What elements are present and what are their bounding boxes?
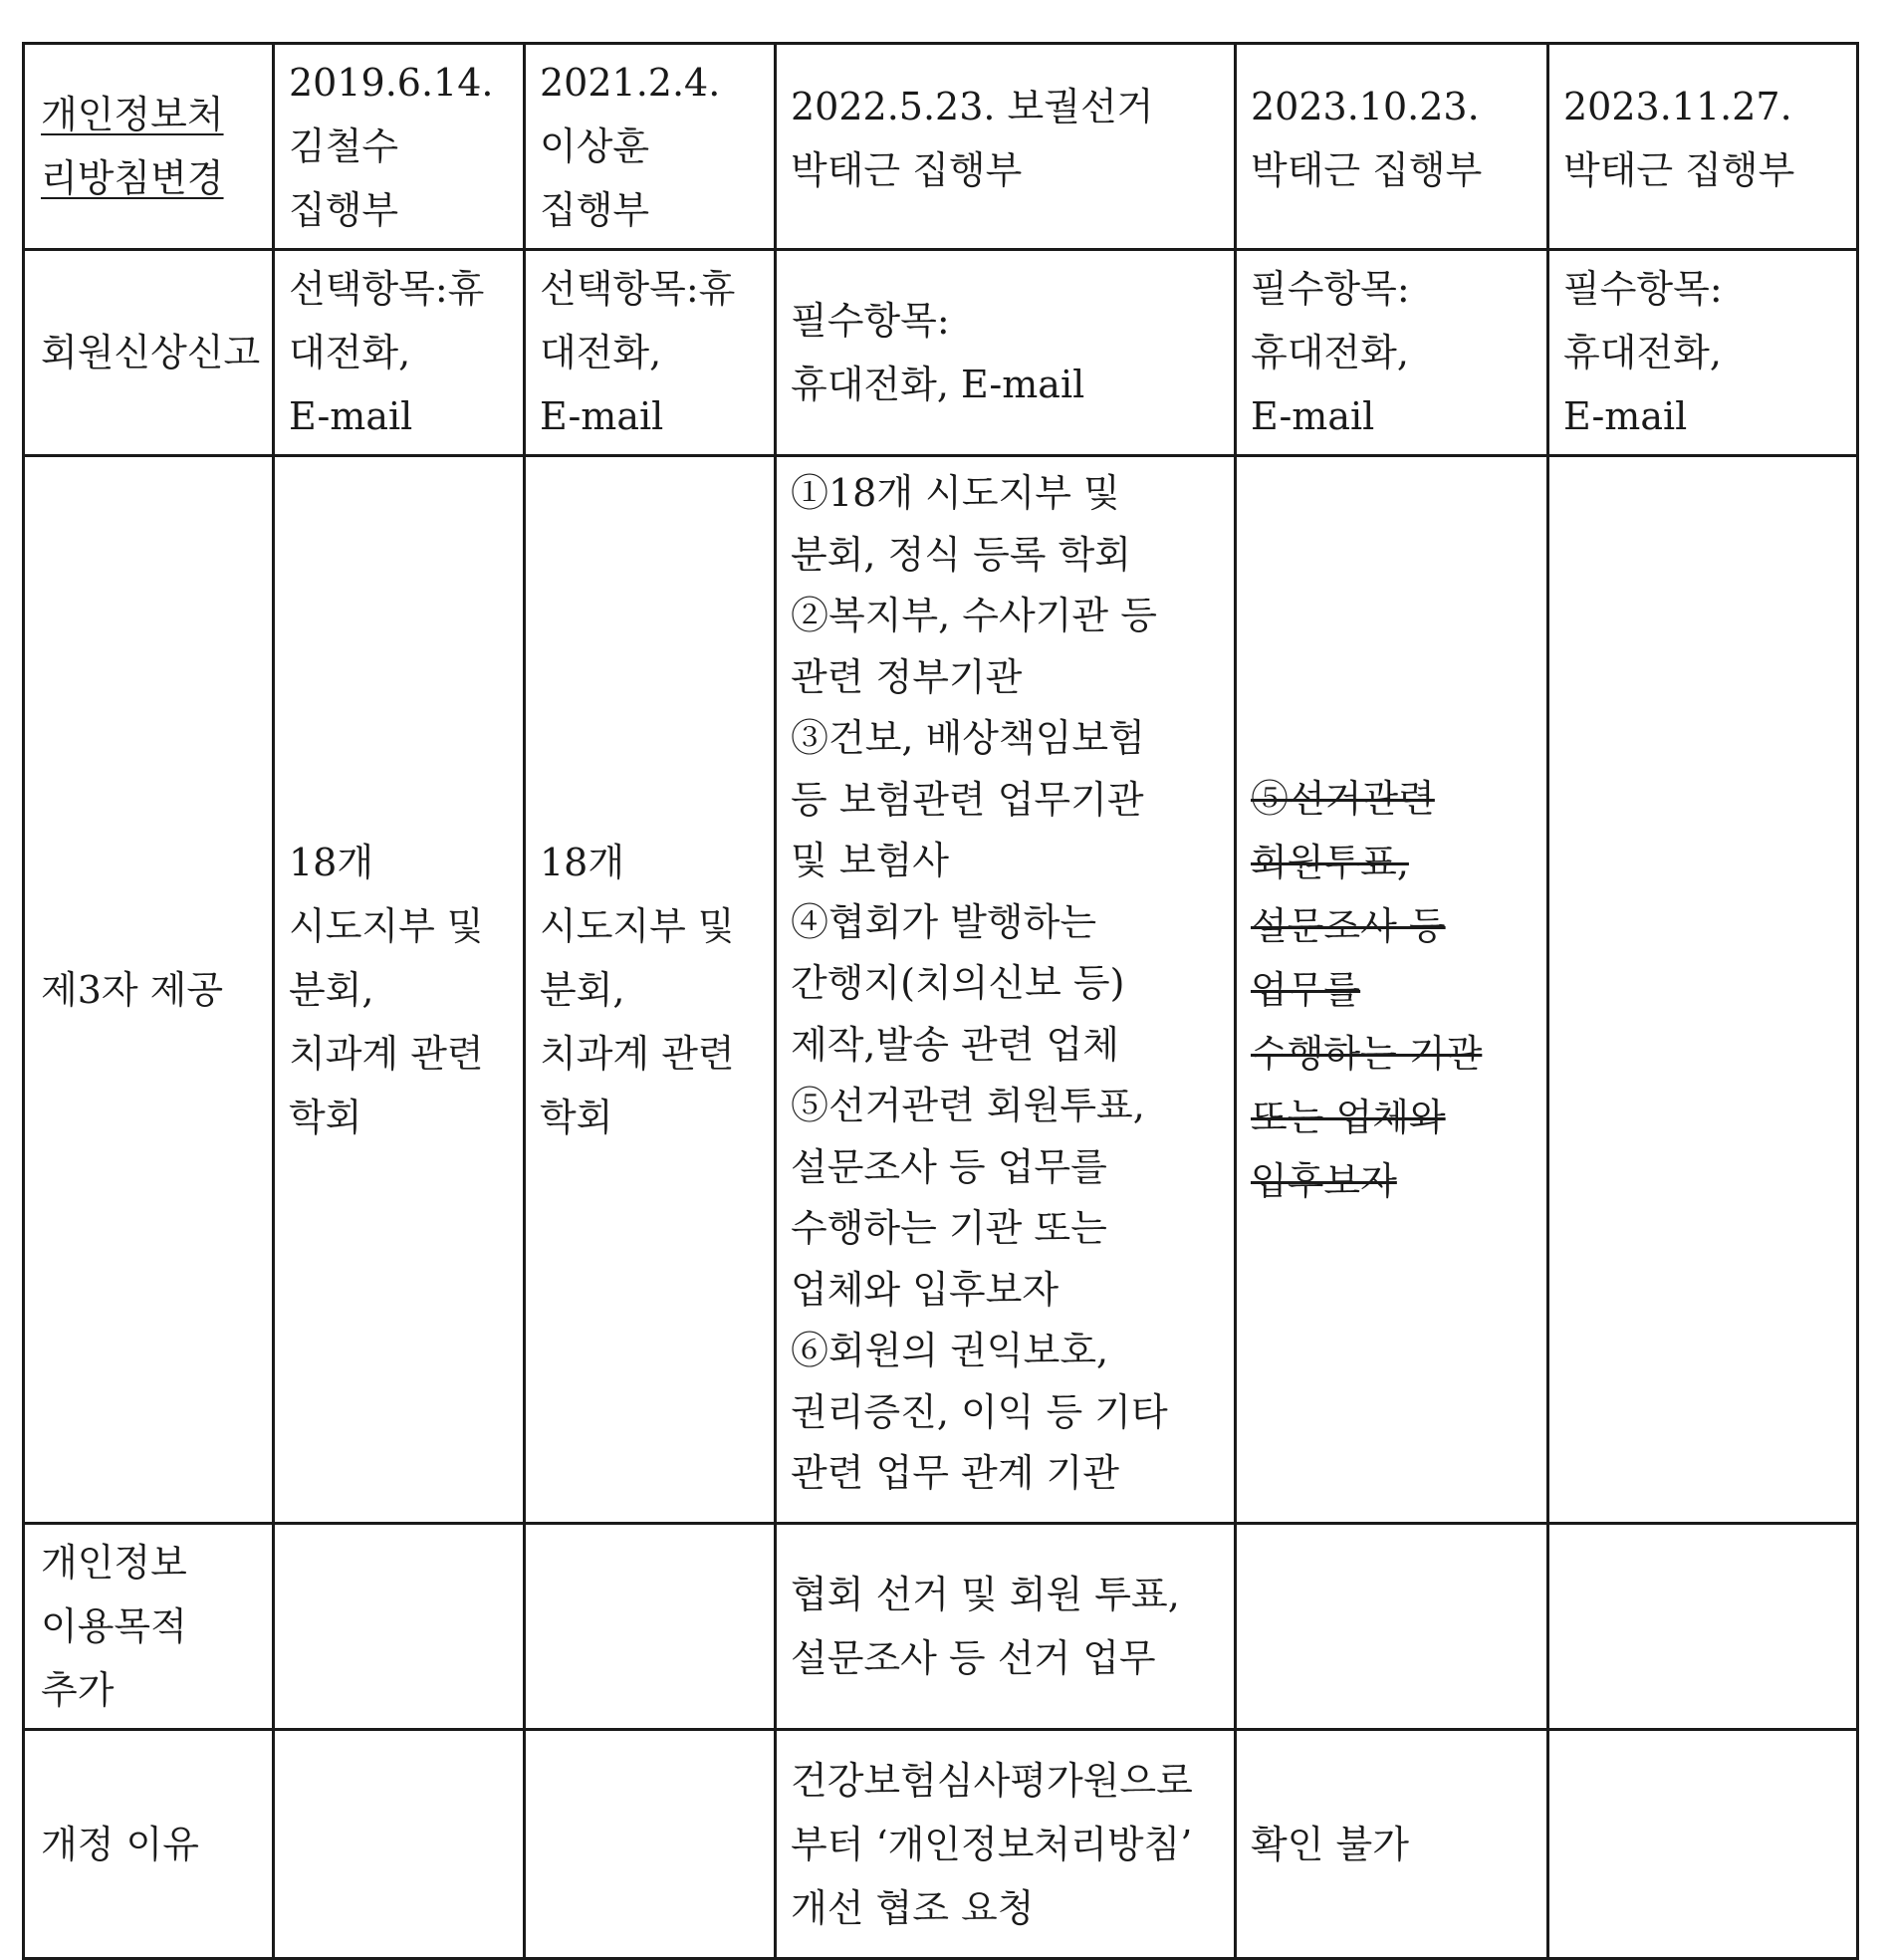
- header-2023-11: 2023.11.27. 박태근 집행부: [1548, 44, 1858, 250]
- member-2019: 선택항목:휴 대전화, E-mail: [274, 250, 525, 456]
- purpose-2023-10: [1236, 1524, 1548, 1730]
- header-2021: 2021.2.4. 이상훈 집행부: [525, 44, 776, 250]
- third-party-2023-10-cell: [1236, 456, 1548, 1524]
- member-2023-10: 필수항목: 휴대전화, E-mail: [1236, 250, 1548, 456]
- reason-2023-11: [1548, 1730, 1858, 1959]
- third-party-row: [24, 456, 1858, 1524]
- row-label-member-info: 회원신상신고: [24, 250, 274, 456]
- member-2023-11: 필수항목: 휴대전화, E-mail: [1548, 250, 1858, 456]
- third-party-2022: ①18개 시도지부 및 분회, 정식 등록 학회 ②복지부, 수사기관 등 관련 정부기관 ③건보, 배상책임보험 등 보험관련 업무기관 및 보험사 ④협회가 발행하는 간행지(치의신보 등) 제작,발송 관련 업체 ⑤선거관련 회원투표, 설문조사 등 업무를 수행하는 기관 또는 업체와 입후보자 ⑥회원의 권익보호, 권리증진, 이익 등 기타 관련 업무 관계 기관: [776, 456, 1236, 1524]
- reason-2019: [274, 1730, 525, 1959]
- reason-2021: [525, 1730, 776, 1959]
- member-2022: 필수항목: 휴대전화, E-mail: [776, 250, 1236, 456]
- header-2023-10: 2023.10.23. 박태근 집행부: [1236, 44, 1548, 250]
- third-party-2019: 18개 시도지부 및 분회, 치과계 관련 학회: [274, 456, 525, 1524]
- reason-row: [24, 1730, 1858, 1959]
- purpose-2023-11: [1548, 1524, 1858, 1730]
- purpose-row: [24, 1524, 1858, 1730]
- third-party-2021: 18개 시도지부 및 분회, 치과계 관련 학회: [525, 456, 776, 1524]
- purpose-2021: [525, 1524, 776, 1730]
- purpose-2019: [274, 1524, 525, 1730]
- policy-change-label: 개인정보처 리방침변경: [41, 93, 224, 200]
- reason-2023-10: 확인 불가: [1236, 1730, 1548, 1959]
- header-2019: 2019.6.14. 김철수 집행부: [274, 44, 525, 250]
- member-info-row: [24, 250, 1858, 456]
- purpose-2022: 협회 선거 및 회원 투표, 설문조사 등 선거 업무: [776, 1524, 1236, 1730]
- row-label-policy-change: [24, 44, 274, 250]
- row-label-purpose: 개인정보 이용목적 추가: [24, 1524, 274, 1730]
- third-party-2023-11: [1548, 456, 1858, 1524]
- row-label-reason: 개정 이유: [24, 1730, 274, 1959]
- member-2021: 선택항목:휴 대전화, E-mail: [525, 250, 776, 456]
- row-label-third-party: 제3자 제공: [24, 456, 274, 1524]
- policy-change-table: [22, 42, 1859, 1960]
- third-party-2023-10-struck: ⑤선거관련 회원투표, 설문조사 등 업무를 수행하는 기관 또는 업체와 입후보자: [1251, 776, 1483, 1203]
- header-2022: 2022.5.23. 보궐선거 박태근 집행부: [776, 44, 1236, 250]
- header-row: [24, 44, 1858, 250]
- reason-2022: 건강보험심사평가원으로 부터 ‘개인정보처리방침’ 개선 협조 요청: [776, 1730, 1236, 1959]
